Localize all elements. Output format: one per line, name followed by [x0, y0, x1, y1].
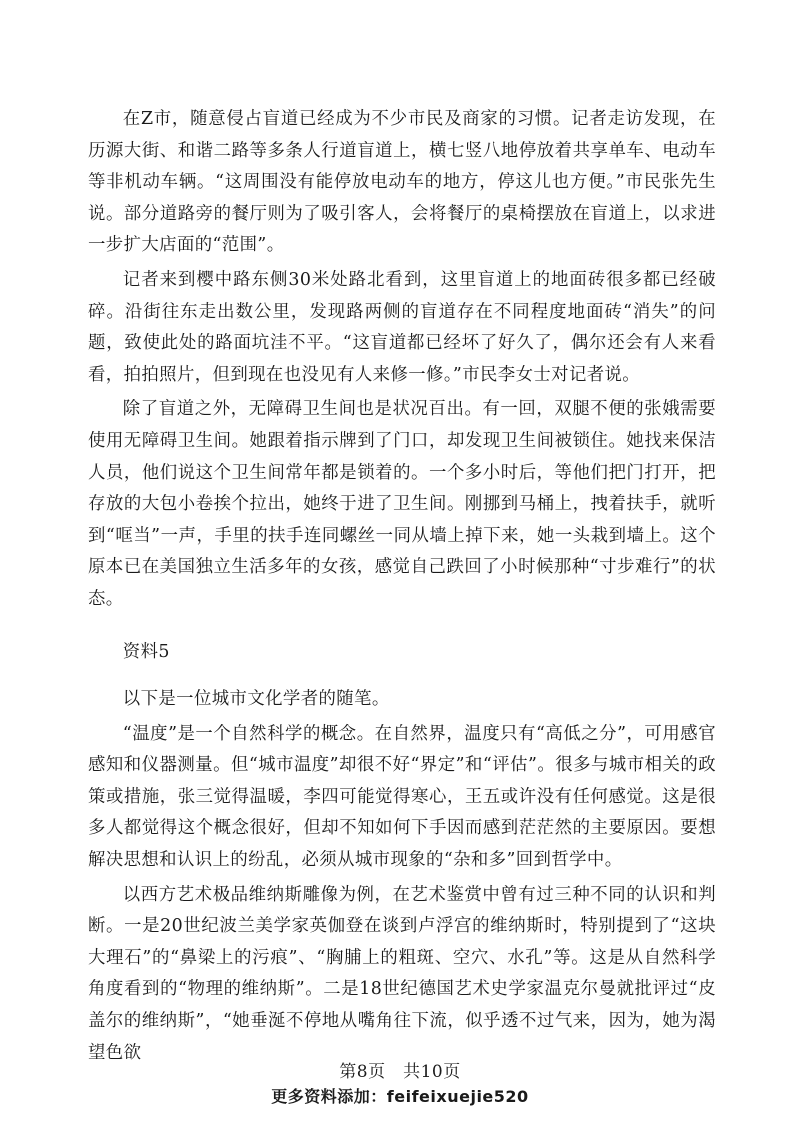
- paragraph-essay-intro: 以下是一位城市文化学者的随笔。: [122, 689, 390, 710]
- page-number: 第8页 共10页: [339, 1062, 461, 1082]
- section-heading-material-5: 资料5: [122, 641, 170, 662]
- paragraph-venus-example: 以西方艺术极品维纳斯雕像为例，在艺术鉴赏中曾有过三种不同的认识和判断。一是20世纪波兰美学家英伽登在谈到卢浮宫的维纳斯时，特别提到了“这块大理石”的“鼻梁上的污痕”、“胸脯上的粗斑、空穴、水孔”等。这是从自然科学角度看到的“物理的维纳斯”。二是18世纪德国艺术史学家温克尔曼就批评过“皮盖尔的维纳斯”，“她垂涎不停地从嘴角往下流，似乎透不过气来，因为，她为渴望色欲: [88, 884, 716, 1063]
- paragraph-accessible-toilet: 除了盲道之外，无障碍卫生间也是状况百出。有一回，双腿不便的张娥需要使用无障碍卫生间。她跟着指示牌到了门口，却发现卫生间被锁住。她找来保洁人员，他们说这个卫生间常年都是锁着的。一个多小时后，等他们把门打开，把存放的大包小卷挨个拉出，她终于进了卫生间。刚挪到马桶上，拽着扶手，就听到“哐当”一声，手里的扶手连同螺丝一同从墙上掉下来，她一头栽到墙上。这个原本已在美国独立生活多年的女孩，感觉自己跌回了小时候那种“寸步难行”的状态。: [88, 399, 716, 609]
- paragraph-sidewalk-occupation: 在Z市，随意侵占盲道已经成为不少市民及商家的习惯。记者走访发现，在历源大街、和谐二路等多条人行道盲道上，横七竖八地停放着共享单车、电动车等非机动车辆。“这周围没有能停放电动车的地方，停这儿也方便。”市民张先生说。部分道路旁的餐厅则为了吸引客人，会将餐厅的桌椅摆放在盲道上，以求进一步扩大店面的“范围”。: [88, 109, 716, 256]
- footer-note: 更多资料添加：feifeixuejie520: [271, 1087, 529, 1106]
- paragraph-city-temperature: “温度”是一个自然科学的概念。在自然界，温度只有“高低之分”，可用感官感知和仪器测量。但“城市温度”却很不好“界定”和“评估”。很多与城市相关的政策或措施，张三觉得温暖，李四可能觉得寒心，王五或许没有任何感觉。这是很多人都觉得这个概念很好，但却不知如何下手因而感到茫茫然的主要原因。要想解决思想和认识上的纷乱，必须从城市现象的“杂和多”回到哲学中。: [88, 723, 716, 871]
- paragraph-broken-tiles: 记者来到樱中路东侧30米处路北看到，这里盲道上的地面砖很多都已经破碎。沿街往东走出数公里，发现路两侧的盲道存在不同程度地面砖“消失”的问题，致使此处的路面坑洼不平。“这盲道都已经坏了好久了，偶尔还会有人来看看，拍拍照片，但到现在也没见有人来修一修。”市民李女士对记者说。: [88, 269, 716, 385]
- document-body: [88, 104, 716, 1069]
